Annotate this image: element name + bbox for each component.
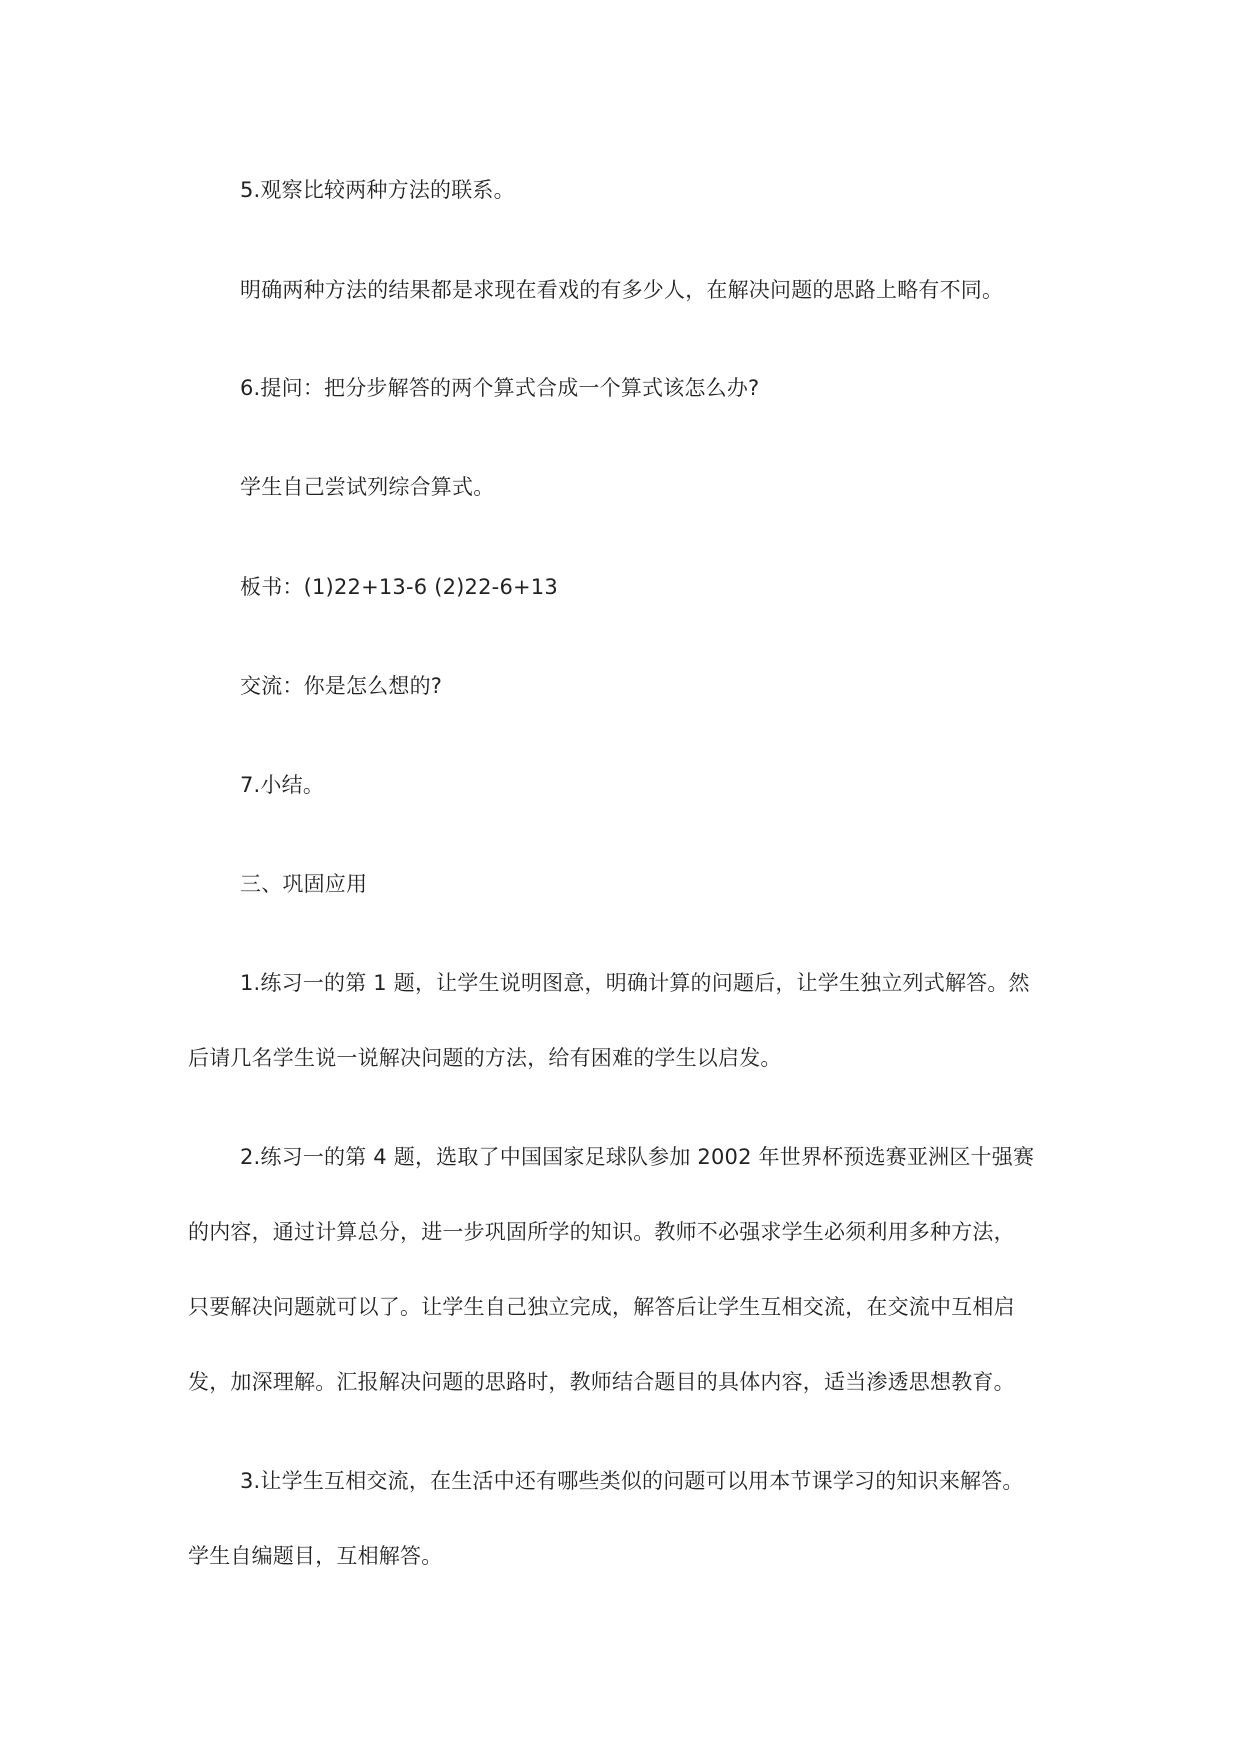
paragraph-line: 6.提问：把分步解答的两个算式合成一个算式该怎么办?: [240, 376, 760, 400]
paragraph-line: 明确两种方法的结果都是求现在看戏的有多少人，在解决问题的思路上略有不同。: [240, 278, 1004, 302]
paragraph-line: 1.练习一的第 1 题，让学生说明图意，明确计算的问题后，让学生独立列式解答。然: [240, 971, 1030, 995]
paragraph-line: 7.小结。: [240, 773, 325, 797]
paragraph-line: 板书：(1)22+13-6 (2)22-6+13: [240, 575, 558, 599]
paragraph-line: 只要解决问题就可以了。让学生自己独立完成，解答后让学生互相交流，在交流中互相启: [188, 1295, 1015, 1319]
paragraph-line: 3.让学生互相交流，在生活中还有哪些类似的问题可以用本节课学习的知识来解答。: [240, 1469, 1024, 1493]
paragraph-line: 学生自编题目，互相解答。: [188, 1544, 443, 1568]
paragraph-line: 5.观察比较两种方法的联系。: [240, 178, 515, 202]
paragraph-line: 后请几名学生说一说解决问题的方法，给有困难的学生以启发。: [188, 1046, 782, 1070]
paragraph-line: 交流：你是怎么想的?: [240, 674, 443, 698]
paragraph-line: 学生自己尝试列综合算式。: [240, 475, 495, 499]
paragraph-line: 发，加深理解。汇报解决问题的思路时，教师结合题目的具体内容，适当渗透思想教育。: [188, 1370, 1015, 1394]
paragraph-line: 2.练习一的第 4 题，选取了中国国家足球队参加 2002 年世界杯预选赛亚洲区十强赛: [240, 1145, 1035, 1169]
paragraph-line: 的内容，通过计算总分，进一步巩固所学的知识。教师不必强求学生必须利用多种方法，: [188, 1220, 1015, 1244]
section-heading: 三、巩固应用: [240, 872, 368, 896]
